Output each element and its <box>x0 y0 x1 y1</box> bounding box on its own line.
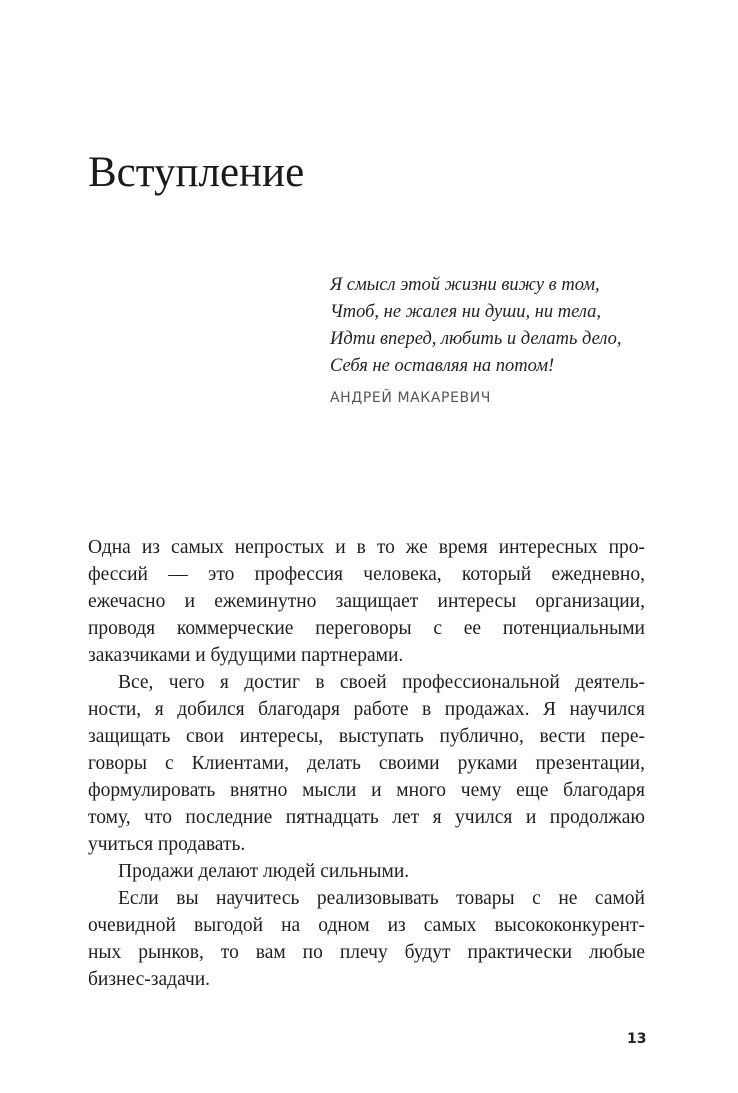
paragraph <box>88 858 645 885</box>
epigraph-line: Идти вперед, любить и делать дело, <box>330 329 622 349</box>
paragraph <box>88 885 645 993</box>
text-line: ности, я добился благодаря работе в продажах. Я научился <box>88 699 645 720</box>
text-line: учиться продавать. <box>88 834 246 855</box>
body-text <box>88 534 645 993</box>
text-line: фессий — это профессия человека, который ежедневно, <box>88 564 645 585</box>
text-line: говоры с Клиентами, делать своими руками презентации, <box>88 753 645 774</box>
text-line: ежечасно и ежеминутно защищает интересы организации, <box>88 591 645 612</box>
text-line: бизнес-задачи. <box>88 969 211 990</box>
text-line: ных рынков, то вам по плечу будут практически любые <box>88 942 645 963</box>
text-line: Если вы научитесь реализовывать товары с не самой <box>118 888 645 909</box>
text-line: защищать свои интересы, выступать публично, вести пере- <box>88 726 645 747</box>
text-line: Все, чего я достиг в своей профессиональной деятель- <box>118 672 645 693</box>
epigraph-line: Чтоб, не жалея ни души, ни тела, <box>330 302 602 322</box>
text-line: проводя коммерческие переговоры с ее потенциальными <box>88 618 645 639</box>
epigraph-line: Себя не оставляя на потом! <box>330 356 555 376</box>
paragraph <box>88 669 645 858</box>
text-line: Одна из самых непростых и в то же время интересных про- <box>88 537 645 558</box>
epigraph <box>330 272 622 380</box>
text-line: Продажи делают людей сильными. <box>118 861 410 882</box>
paragraph <box>88 534 645 669</box>
text-line: тому, что последние пятнадцать лет я учился и продолжаю <box>88 807 645 828</box>
text-line: очевидной выгодой на одном из самых высококонкурент- <box>88 915 645 936</box>
chapter-title: Вступление <box>88 149 305 196</box>
page-number: 13 <box>627 1031 647 1047</box>
text-line: формулировать внятно мысли и много чему еще благодаря <box>88 780 645 801</box>
epigraph-line: Я смысл этой жизни вижу в том, <box>330 275 600 295</box>
epigraph-author: АНДРЕЙ МАКАРЕВИЧ <box>330 390 491 406</box>
text-line: заказчиками и будущими партнерами. <box>88 645 404 666</box>
